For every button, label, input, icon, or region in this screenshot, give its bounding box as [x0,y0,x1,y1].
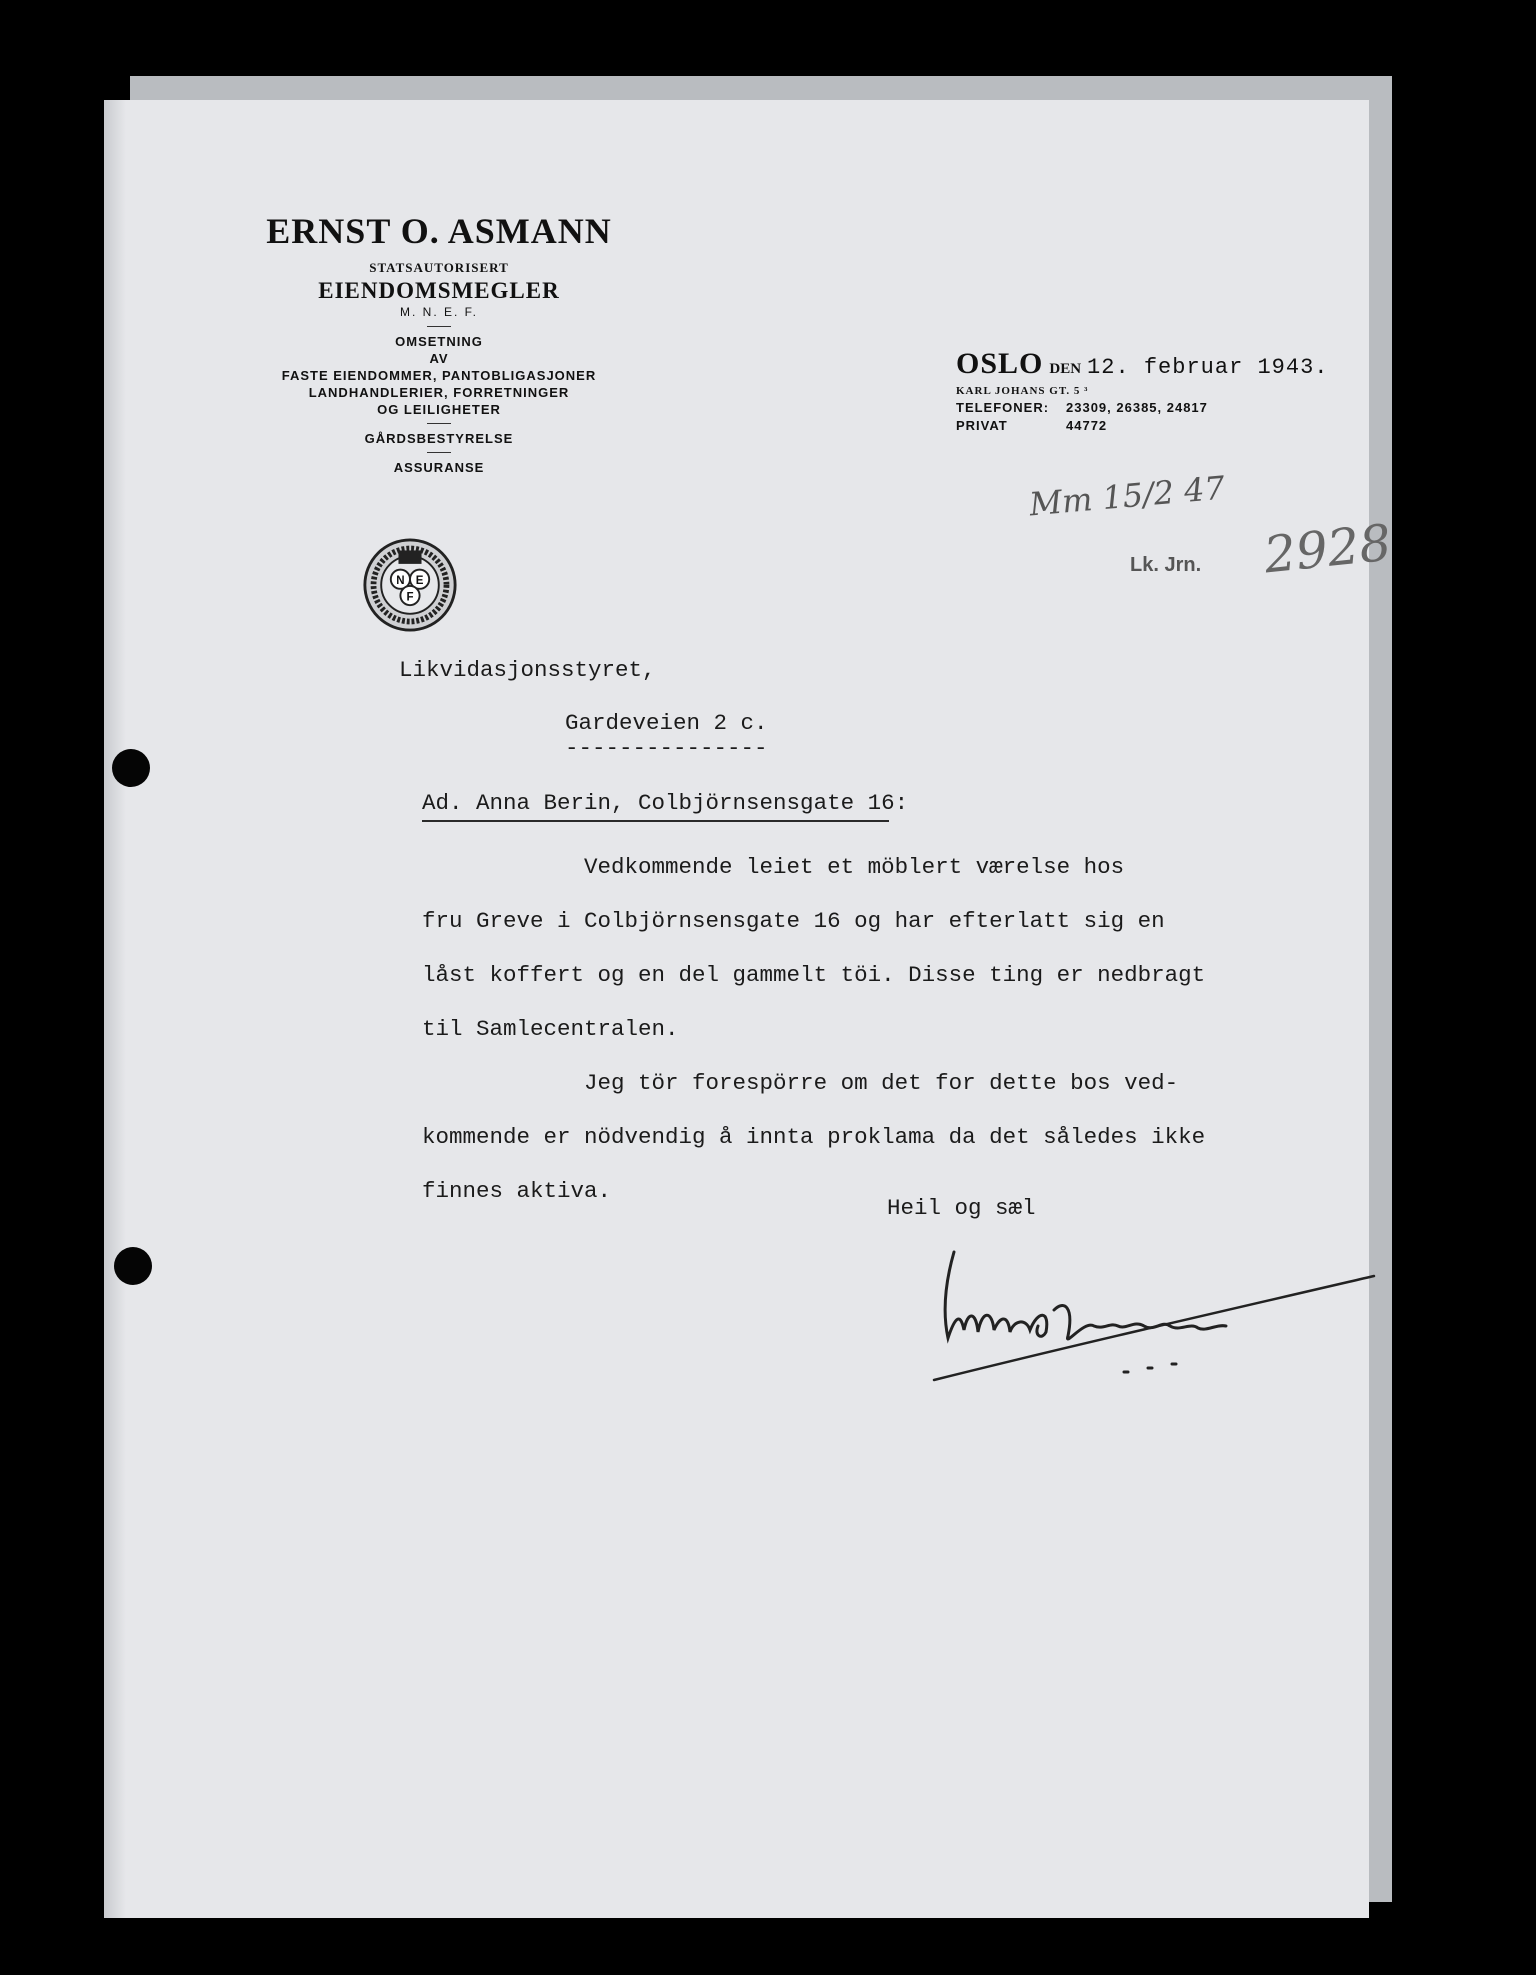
letter-date: 12. februar 1943. [1087,355,1329,380]
handwritten-note: Mm 15/2 47 [1027,468,1227,524]
street-address: KARL JOHANS GT. 5 ³ [956,385,1089,397]
seal-letter-n: N [396,575,405,588]
private-phone-number: 44772 [1066,418,1108,433]
divider [427,452,451,453]
closing-salutation: Heil og sæl [887,1195,1036,1221]
journal-stamp: Lk. Jrn. [1130,554,1202,576]
body-line: til Samlecentralen. [422,1016,679,1042]
body-line: finnes aktiva. [422,1178,612,1204]
letter-page [104,100,1394,1918]
punch-hole-bottom [114,1247,152,1285]
phone-numbers: 23309, 26385, 24817 [1066,400,1208,415]
body-line: Jeg tör forespörre om det for dette bos ved- [422,1070,1179,1096]
membership-abbreviation: M. N. E. F. [399,305,478,319]
recipient-name: Likvidasjonsstyret, [399,657,656,683]
letterhead [149,210,729,476]
insurance-label: ASSURANSE [393,460,485,475]
handwritten-signature [934,1240,1374,1430]
letter-body [422,840,1272,1218]
punch-hole-top [112,749,150,787]
subject-line: Ad. Anna Berin, Colbjörnsensgate 16: [422,790,909,816]
journal-number: 2928 [1261,513,1394,585]
seal-letter-f: F [406,591,414,604]
date-prefix: DEN [1049,361,1082,377]
private-phone-row [956,418,1328,433]
services-line-1: FASTE EIENDOMMER, PANTOBLIGASJONER [281,368,597,383]
association-seal-icon [362,537,458,633]
private-phone-label: PRIVAT [956,418,1008,433]
authorization-label: STATSAUTORISERT [369,260,509,275]
company-name: ERNST O. ASMANN [266,211,612,251]
phone-label: TELEFONER: [956,400,1050,415]
body-line: kommende er nödvendig å innta proklama da det således ikke [422,1124,1206,1150]
city-date-line [956,347,1328,381]
recipient-dashed-rule: --------------- [565,735,768,761]
place-date-block [956,347,1328,433]
services-line-3: OG LEILIGHETER [377,402,501,417]
subject-underline [422,820,889,822]
services-connector: AV [429,351,449,366]
profession-title: EIENDOMSMEGLER [318,278,560,303]
body-line: fru Greve i Colbjörnsensgate 16 og har efterlatt sig en [422,908,1165,934]
divider [427,423,451,424]
recipient-address: Gardeveien 2 c. [565,710,768,736]
body-line: låst koffert og en del gammelt töi. Disse ting er nedbragt [422,962,1206,988]
city-name: OSLO [956,347,1044,380]
divider [427,326,451,327]
seal-letter-e: E [415,575,424,588]
body-line: Vedkommende leiet et möblert værelse hos [422,854,1125,880]
services-heading: OMSETNING [395,334,483,349]
property-management-label: GÅRDSBESTYRELSE [364,431,514,446]
phone-row [956,400,1328,415]
services-line-2: LANDHANDLERIER, FORRETNINGER [308,385,570,400]
